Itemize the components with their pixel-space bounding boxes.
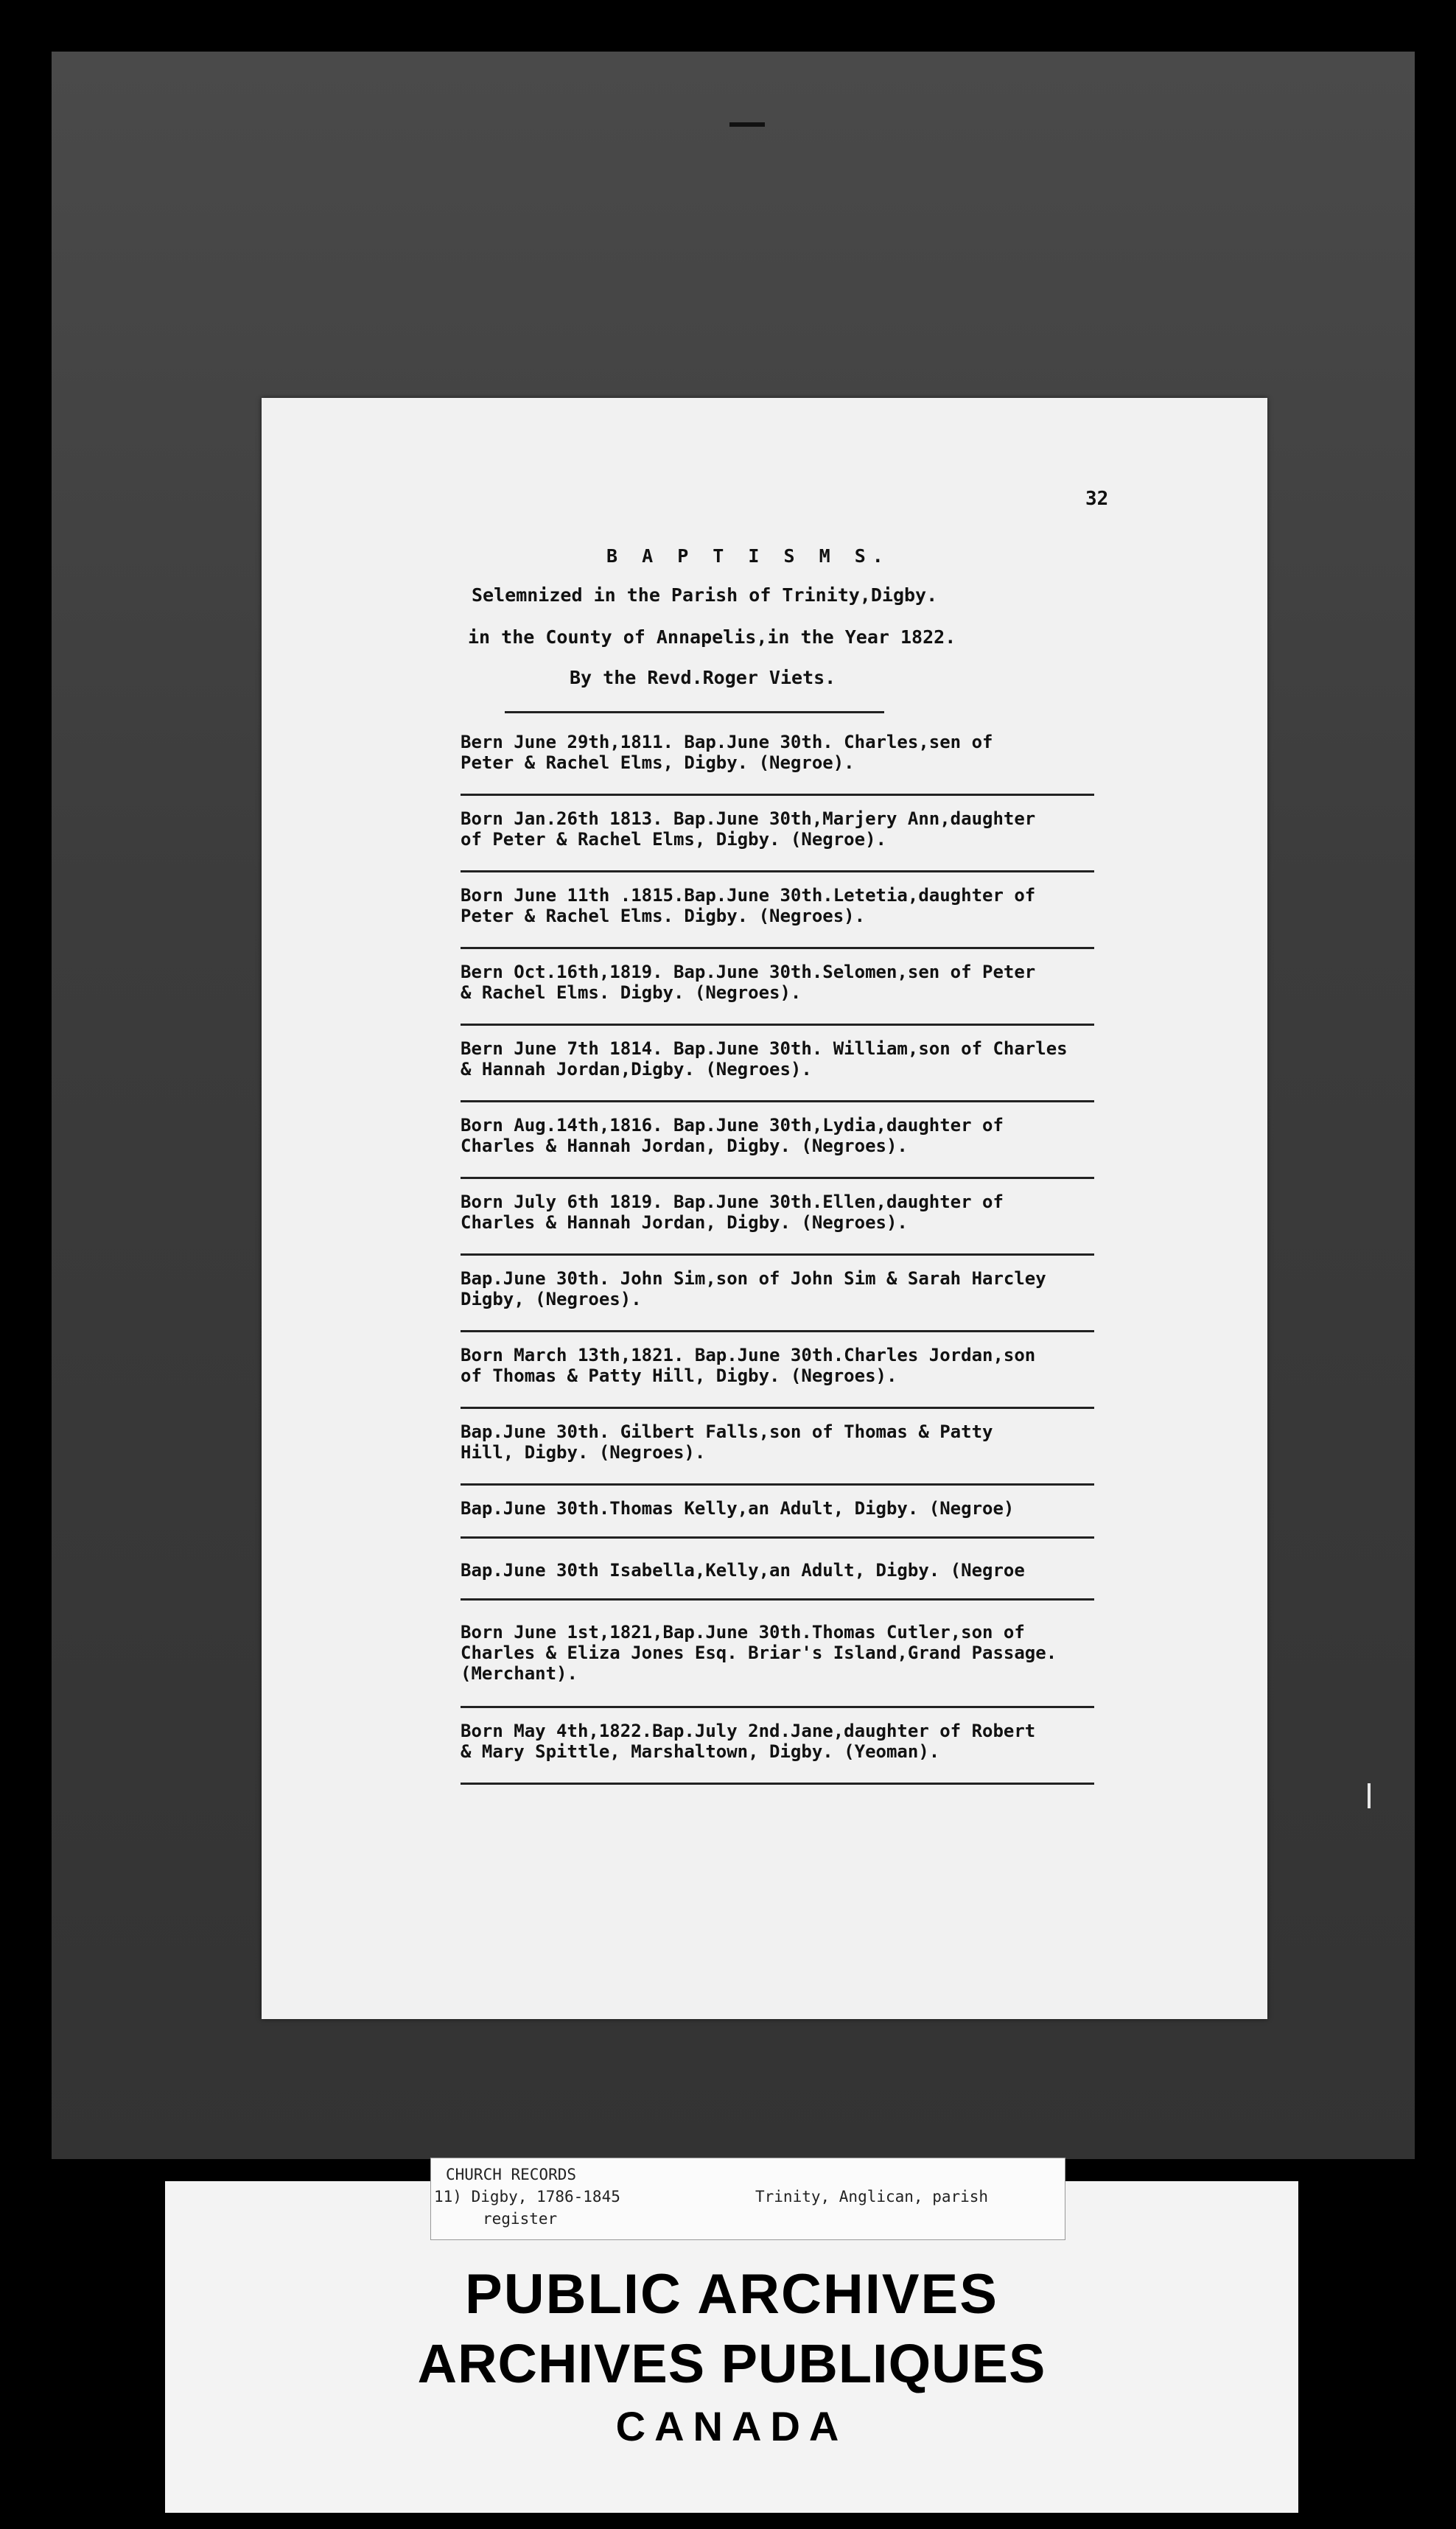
entry-line: Bap.June 30th. John Sim,son of John Sim & Sarah Harcley xyxy=(461,1268,1046,1289)
baptism-entry xyxy=(461,802,1242,879)
entry-line: Charles & Eliza Jones Esq. Briar's Island,Grand Passage. xyxy=(461,1643,1057,1663)
entry-line: & Hannah Jordan,Digby. (Negroes). xyxy=(461,1059,812,1080)
page-number: 32 xyxy=(1085,488,1109,510)
entry-divider xyxy=(461,947,1094,949)
entry-divider xyxy=(461,1177,1094,1179)
entry-line: Bern June 7th 1814. Bap.June 30th. William,son of Charles xyxy=(461,1038,1068,1059)
baptism-entry xyxy=(461,879,1242,956)
entry-divider xyxy=(461,1536,1094,1539)
entry-divider xyxy=(461,1253,1094,1256)
entry-divider xyxy=(461,794,1094,796)
entry-divider xyxy=(461,870,1094,872)
entry-line: Digby, (Negroes). xyxy=(461,1289,642,1309)
entry-line: of Peter & Rachel Elms, Digby. (Negroe). xyxy=(461,829,886,850)
entry-divider xyxy=(461,1100,1094,1102)
baptism-entry xyxy=(461,1186,1242,1262)
entry-divider xyxy=(461,1706,1094,1708)
entry-line: Born March 13th,1821. Bap.June 30th.Charles Jordan,son xyxy=(461,1345,1036,1365)
entry-line: Born July 6th 1819. Bap.June 30th.Ellen,daughter of xyxy=(461,1192,1004,1212)
frame-mark xyxy=(729,122,765,127)
entry-line: (Merchant). xyxy=(461,1663,578,1684)
entry-line: Born May 4th,1822.Bap.July 2nd.Jane,daughter of Robert xyxy=(461,1721,1036,1741)
baptism-entry xyxy=(461,1616,1242,1715)
entry-line: & Mary Spittle, Marshaltown, Digby. (Yeoman). xyxy=(461,1741,940,1762)
entry-divider xyxy=(461,1483,1094,1486)
entry-divider xyxy=(461,1783,1094,1785)
entry-line: Born Aug.14th,1816. Bap.June 30th,Lydia,daughter of xyxy=(461,1115,1004,1136)
baptism-entry xyxy=(461,1339,1242,1416)
register-page xyxy=(262,398,1267,2019)
slip-collection: CHURCH RECORDS xyxy=(446,2166,577,2183)
entry-line: of Thomas & Patty Hill, Digby. (Negroes). xyxy=(461,1365,897,1386)
baptism-entry xyxy=(461,1032,1242,1109)
entry-line: Charles & Hannah Jordan, Digby. (Negroes). xyxy=(461,1212,908,1233)
heading-county-year: in the County of Annapelis,in the Year 1822. xyxy=(468,626,956,648)
stamp-canada: CANADA xyxy=(615,2403,848,2449)
entry-divider xyxy=(461,1330,1094,1332)
baptism-entry xyxy=(461,1262,1242,1339)
frame-tick xyxy=(1368,1783,1371,1808)
entry-line: Charles & Hannah Jordan, Digby. (Negroes). xyxy=(461,1136,908,1156)
entry-line: Peter & Rachel Elms, Digby. (Negroe). xyxy=(461,752,855,773)
heading-parish: Selemnized in the Parish of Trinity,Digby. xyxy=(472,584,938,606)
stamp-public-archives: PUBLIC ARCHIVES xyxy=(465,2263,998,2326)
catalog-slip xyxy=(430,2158,1065,2240)
entry-line: Born June 11th .1815.Bap.June 30th.Letetia,daughter of xyxy=(461,885,1036,906)
slip-type: register xyxy=(483,2210,558,2228)
baptism-entry xyxy=(461,1416,1242,1492)
slip-description: Trinity, Anglican, parish xyxy=(755,2188,989,2206)
baptism-entry xyxy=(461,1715,1242,1791)
entry-line: Bap.June 30th.Thomas Kelly,an Adult, Digby. (Negroe) xyxy=(461,1498,1015,1519)
baptism-entry xyxy=(461,726,1242,802)
entry-line: Born June 1st,1821,Bap.June 30th.Thomas Cutler,son of xyxy=(461,1622,1025,1643)
entry-divider xyxy=(461,1024,1094,1026)
entry-line: Bern June 29th,1811. Bap.June 30th. Charles,sen of xyxy=(461,732,993,752)
baptism-entry xyxy=(461,1109,1242,1186)
entry-line: Bap.June 30th Isabella,Kelly,an Adult, Digby. (Negroe xyxy=(461,1560,1025,1581)
entry-divider xyxy=(461,1598,1094,1601)
slip-reference: 11) Digby, 1786-1845 xyxy=(434,2188,620,2206)
stamp-archives-publiques: ARCHIVES PUBLIQUES xyxy=(417,2333,1046,2394)
baptism-entries xyxy=(461,726,1242,1791)
heading-rule xyxy=(505,711,884,713)
entry-line: Bap.June 30th. Gilbert Falls,son of Thomas & Patty xyxy=(461,1421,993,1442)
baptism-entry xyxy=(461,956,1242,1032)
entry-line: Bern Oct.16th,1819. Bap.June 30th.Selomen,sen of Peter xyxy=(461,962,1036,982)
entry-line: Peter & Rachel Elms. Digby. (Negroes). xyxy=(461,906,866,926)
entry-line: & Rachel Elms. Digby. (Negroes). xyxy=(461,982,802,1003)
baptism-entry xyxy=(461,1554,1242,1616)
archive-card xyxy=(165,2166,1298,2513)
register-title: B A P T I S M S. xyxy=(606,545,890,567)
baptism-entry xyxy=(461,1492,1242,1554)
entry-divider xyxy=(461,1407,1094,1409)
entry-line: Hill, Digby. (Negroes). xyxy=(461,1442,706,1463)
heading-minister: By the Revd.Roger Viets. xyxy=(570,667,836,688)
entry-line: Born Jan.26th 1813. Bap.June 30th,Marjery Ann,daughter xyxy=(461,808,1036,829)
